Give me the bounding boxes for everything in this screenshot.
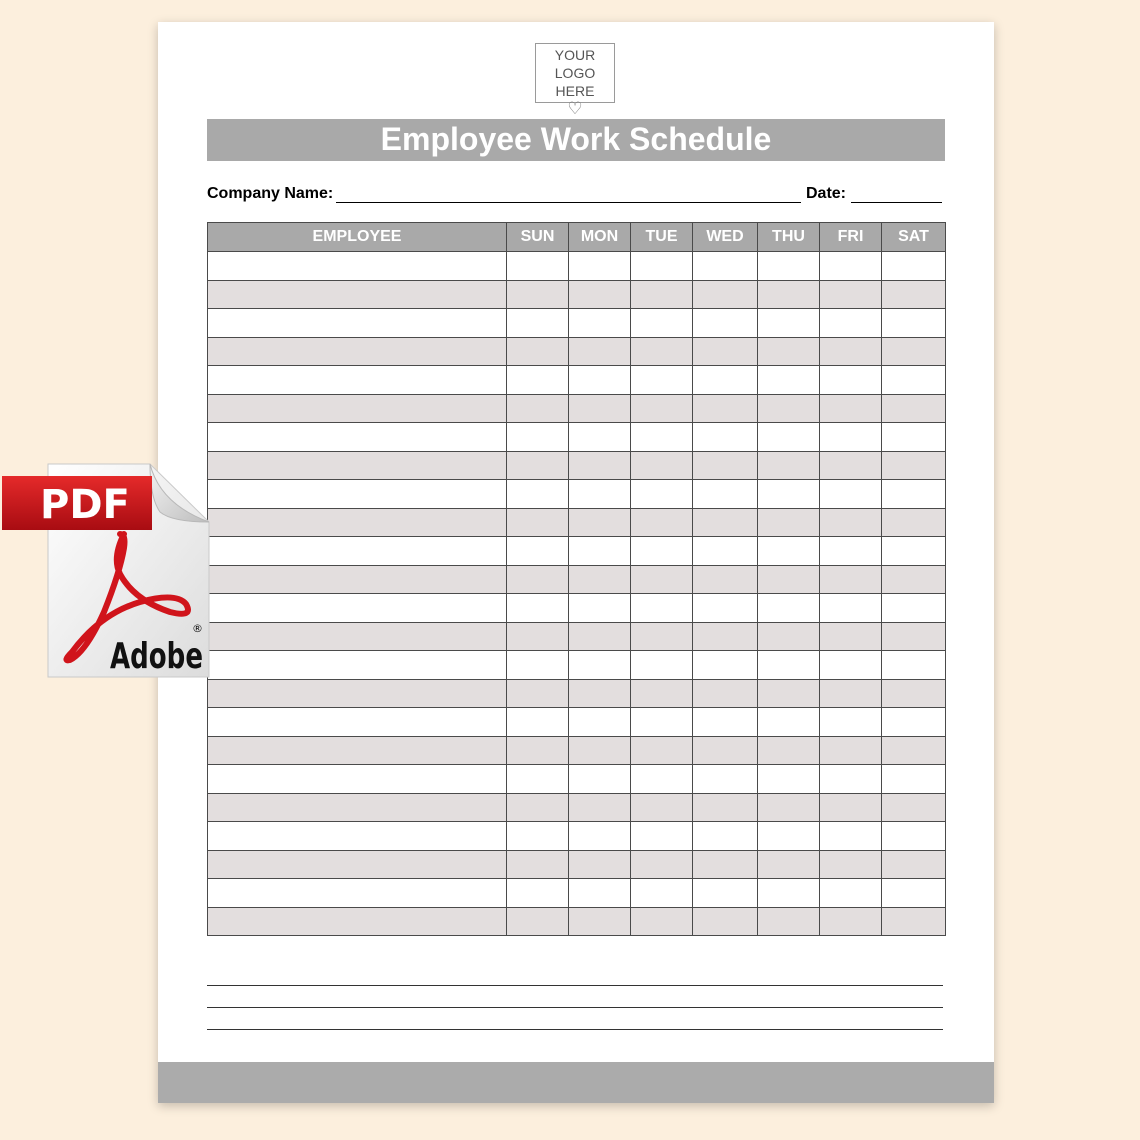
shift-cell-tue[interactable] <box>631 537 693 566</box>
shift-cell-thu[interactable] <box>758 765 820 794</box>
shift-cell-wed[interactable] <box>693 480 758 509</box>
footer-band <box>158 1062 994 1103</box>
shift-cell-fri[interactable] <box>820 907 882 936</box>
schedule-table <box>207 222 946 936</box>
shift-cell-mon[interactable] <box>569 451 631 480</box>
heart-outline-icon: ♡ <box>567 99 583 118</box>
logo-text-line1: YOUR LOGO <box>554 47 596 81</box>
shift-cell-tue[interactable] <box>631 565 693 594</box>
shift-cell-sun[interactable] <box>507 309 569 338</box>
shift-cell-mon[interactable] <box>569 366 631 395</box>
shift-cell-mon[interactable] <box>569 907 631 936</box>
employee-cell[interactable] <box>208 337 507 366</box>
shift-cell-thu[interactable] <box>758 594 820 623</box>
table-row <box>208 480 946 509</box>
shift-cell-thu[interactable] <box>758 736 820 765</box>
shift-cell-fri[interactable] <box>820 537 882 566</box>
shift-cell-wed[interactable] <box>693 252 758 281</box>
shift-cell-tue[interactable] <box>631 822 693 851</box>
shift-cell-tue[interactable] <box>631 480 693 509</box>
shift-cell-sat[interactable] <box>882 394 946 423</box>
shift-cell-fri[interactable] <box>820 508 882 537</box>
shift-cell-tue[interactable] <box>631 366 693 395</box>
shift-cell-wed[interactable] <box>693 565 758 594</box>
shift-cell-sat[interactable] <box>882 708 946 737</box>
shift-cell-fri[interactable] <box>820 394 882 423</box>
shift-cell-sun[interactable] <box>507 565 569 594</box>
shift-cell-thu[interactable] <box>758 708 820 737</box>
adobe-pdf-badge <box>0 462 212 682</box>
shift-cell-fri[interactable] <box>820 679 882 708</box>
table-row <box>208 423 946 452</box>
shift-cell-wed[interactable] <box>693 679 758 708</box>
shift-cell-mon[interactable] <box>569 850 631 879</box>
shift-cell-sun[interactable] <box>507 622 569 651</box>
shift-cell-wed[interactable] <box>693 537 758 566</box>
shift-cell-sat[interactable] <box>882 423 946 452</box>
shift-cell-mon[interactable] <box>569 394 631 423</box>
table-row <box>208 252 946 281</box>
shift-cell-sat[interactable] <box>882 508 946 537</box>
shift-cell-fri[interactable] <box>820 423 882 452</box>
employee-cell[interactable] <box>208 565 507 594</box>
shift-cell-wed[interactable] <box>693 508 758 537</box>
shift-cell-tue[interactable] <box>631 594 693 623</box>
shift-cell-thu[interactable] <box>758 907 820 936</box>
table-row <box>208 907 946 936</box>
shift-cell-thu[interactable] <box>758 252 820 281</box>
shift-cell-fri[interactable] <box>820 879 882 908</box>
table-row <box>208 337 946 366</box>
shift-cell-tue[interactable] <box>631 850 693 879</box>
table-row <box>208 651 946 680</box>
shift-cell-fri[interactable] <box>820 337 882 366</box>
shift-cell-mon[interactable] <box>569 252 631 281</box>
employee-cell[interactable] <box>208 394 507 423</box>
shift-cell-sat[interactable] <box>882 679 946 708</box>
employee-cell[interactable] <box>208 765 507 794</box>
shift-cell-fri[interactable] <box>820 594 882 623</box>
shift-cell-fri[interactable] <box>820 765 882 794</box>
shift-cell-sun[interactable] <box>507 451 569 480</box>
table-row <box>208 822 946 851</box>
shift-cell-sat[interactable] <box>882 337 946 366</box>
shift-cell-thu[interactable] <box>758 793 820 822</box>
shift-cell-fri[interactable] <box>820 822 882 851</box>
shift-cell-sat[interactable] <box>882 736 946 765</box>
shift-cell-sat[interactable] <box>882 309 946 338</box>
shift-cell-mon[interactable] <box>569 622 631 651</box>
employee-cell[interactable] <box>208 508 507 537</box>
shift-cell-tue[interactable] <box>631 679 693 708</box>
shift-cell-wed[interactable] <box>693 394 758 423</box>
shift-cell-sun[interactable] <box>507 594 569 623</box>
shift-cell-tue[interactable] <box>631 423 693 452</box>
employee-cell[interactable] <box>208 252 507 281</box>
shift-cell-sun[interactable] <box>507 366 569 395</box>
table-row <box>208 736 946 765</box>
shift-cell-sat[interactable] <box>882 822 946 851</box>
shift-cell-fri[interactable] <box>820 366 882 395</box>
shift-cell-mon[interactable] <box>569 879 631 908</box>
shift-cell-sun[interactable] <box>507 252 569 281</box>
column-header-sat: SAT <box>882 223 946 252</box>
shift-cell-fri[interactable] <box>820 708 882 737</box>
shift-cell-sun[interactable] <box>507 480 569 509</box>
shift-cell-wed[interactable] <box>693 594 758 623</box>
shift-cell-sat[interactable] <box>882 651 946 680</box>
shift-cell-sun[interactable] <box>507 736 569 765</box>
shift-cell-tue[interactable] <box>631 309 693 338</box>
shift-cell-thu[interactable] <box>758 679 820 708</box>
table-header-row <box>208 223 946 252</box>
shift-cell-mon[interactable] <box>569 480 631 509</box>
shift-cell-fri[interactable] <box>820 736 882 765</box>
table-row <box>208 850 946 879</box>
shift-cell-wed[interactable] <box>693 280 758 309</box>
column-header-fri: FRI <box>820 223 882 252</box>
employee-cell[interactable] <box>208 594 507 623</box>
table-row <box>208 394 946 423</box>
shift-cell-mon[interactable] <box>569 793 631 822</box>
table-row <box>208 366 946 395</box>
column-header-tue: TUE <box>631 223 693 252</box>
employee-cell[interactable] <box>208 708 507 737</box>
employee-cell[interactable] <box>208 537 507 566</box>
shift-cell-sat[interactable] <box>882 907 946 936</box>
shift-cell-thu[interactable] <box>758 280 820 309</box>
shift-cell-tue[interactable] <box>631 622 693 651</box>
page-title: Employee Work Schedule <box>207 119 945 161</box>
shift-cell-wed[interactable] <box>693 651 758 680</box>
shift-cell-sat[interactable] <box>882 622 946 651</box>
employee-cell[interactable] <box>208 280 507 309</box>
shift-cell-fri[interactable] <box>820 651 882 680</box>
shift-cell-sun[interactable] <box>507 508 569 537</box>
employee-cell[interactable] <box>208 679 507 708</box>
shift-cell-mon[interactable] <box>569 309 631 338</box>
shift-cell-thu[interactable] <box>758 822 820 851</box>
notes-line[interactable] <box>207 1029 943 1030</box>
shift-cell-tue[interactable] <box>631 280 693 309</box>
shift-cell-sat[interactable] <box>882 537 946 566</box>
shift-cell-wed[interactable] <box>693 451 758 480</box>
shift-cell-fri[interactable] <box>820 252 882 281</box>
shift-cell-thu[interactable] <box>758 622 820 651</box>
shift-cell-wed[interactable] <box>693 622 758 651</box>
shift-cell-mon[interactable] <box>569 337 631 366</box>
shift-cell-fri[interactable] <box>820 850 882 879</box>
shift-cell-thu[interactable] <box>758 451 820 480</box>
employee-cell[interactable] <box>208 793 507 822</box>
shift-cell-sat[interactable] <box>882 879 946 908</box>
shift-cell-wed[interactable] <box>693 907 758 936</box>
shift-cell-thu[interactable] <box>758 537 820 566</box>
notes-line[interactable] <box>207 1007 943 1008</box>
shift-cell-mon[interactable] <box>569 651 631 680</box>
shift-cell-wed[interactable] <box>693 736 758 765</box>
shift-cell-sun[interactable] <box>507 850 569 879</box>
shift-cell-thu[interactable] <box>758 508 820 537</box>
shift-cell-sun[interactable] <box>507 337 569 366</box>
shift-cell-thu[interactable] <box>758 423 820 452</box>
employee-cell[interactable] <box>208 850 507 879</box>
shift-cell-thu[interactable] <box>758 394 820 423</box>
shift-cell-sun[interactable] <box>507 394 569 423</box>
employee-cell[interactable] <box>208 879 507 908</box>
employee-cell[interactable] <box>208 651 507 680</box>
shift-cell-wed[interactable] <box>693 879 758 908</box>
schedule-sheet <box>158 22 994 1103</box>
shift-cell-sat[interactable] <box>882 793 946 822</box>
employee-cell[interactable] <box>208 451 507 480</box>
employee-cell[interactable] <box>208 736 507 765</box>
employee-cell[interactable] <box>208 423 507 452</box>
column-header-thu: THU <box>758 223 820 252</box>
table-row <box>208 793 946 822</box>
table-row <box>208 879 946 908</box>
shift-cell-tue[interactable] <box>631 793 693 822</box>
shift-cell-wed[interactable] <box>693 423 758 452</box>
shift-cell-sun[interactable] <box>507 907 569 936</box>
table-row <box>208 679 946 708</box>
shift-cell-mon[interactable] <box>569 679 631 708</box>
employee-cell[interactable] <box>208 907 507 936</box>
shift-cell-tue[interactable] <box>631 907 693 936</box>
shift-cell-sun[interactable] <box>507 822 569 851</box>
column-header-wed: WED <box>693 223 758 252</box>
table-row <box>208 309 946 338</box>
shift-cell-sat[interactable] <box>882 594 946 623</box>
table-row <box>208 622 946 651</box>
shift-cell-mon[interactable] <box>569 708 631 737</box>
shift-cell-tue[interactable] <box>631 765 693 794</box>
shift-cell-fri[interactable] <box>820 451 882 480</box>
shift-cell-sat[interactable] <box>882 765 946 794</box>
shift-cell-sat[interactable] <box>882 451 946 480</box>
shift-cell-sun[interactable] <box>507 651 569 680</box>
shift-cell-sat[interactable] <box>882 280 946 309</box>
shift-cell-wed[interactable] <box>693 850 758 879</box>
shift-cell-wed[interactable] <box>693 793 758 822</box>
column-header-employee: EMPLOYEE <box>208 223 507 252</box>
employee-cell[interactable] <box>208 822 507 851</box>
shift-cell-sun[interactable] <box>507 280 569 309</box>
shift-cell-fri[interactable] <box>820 480 882 509</box>
shift-cell-fri[interactable] <box>820 280 882 309</box>
notes-line[interactable] <box>207 985 943 986</box>
table-row <box>208 508 946 537</box>
shift-cell-mon[interactable] <box>569 565 631 594</box>
shift-cell-mon[interactable] <box>569 594 631 623</box>
shift-cell-mon[interactable] <box>569 508 631 537</box>
shift-cell-thu[interactable] <box>758 850 820 879</box>
shift-cell-thu[interactable] <box>758 309 820 338</box>
date-field[interactable] <box>851 202 942 203</box>
table-row <box>208 594 946 623</box>
shift-cell-wed[interactable] <box>693 337 758 366</box>
shift-cell-sun[interactable] <box>507 765 569 794</box>
shift-cell-tue[interactable] <box>631 451 693 480</box>
employee-cell[interactable] <box>208 622 507 651</box>
shift-cell-tue[interactable] <box>631 394 693 423</box>
shift-cell-sun[interactable] <box>507 708 569 737</box>
shift-cell-sun[interactable] <box>507 879 569 908</box>
shift-cell-fri[interactable] <box>820 565 882 594</box>
logo-placeholder <box>535 43 615 118</box>
shift-cell-wed[interactable] <box>693 765 758 794</box>
column-header-sun: SUN <box>507 223 569 252</box>
shift-cell-thu[interactable] <box>758 337 820 366</box>
company-info-row <box>207 185 945 207</box>
shift-cell-wed[interactable] <box>693 366 758 395</box>
pdf-label: PDF <box>40 482 130 528</box>
shift-cell-wed[interactable] <box>693 708 758 737</box>
shift-cell-sat[interactable] <box>882 850 946 879</box>
shift-cell-tue[interactable] <box>631 252 693 281</box>
shift-cell-sun[interactable] <box>507 537 569 566</box>
shift-cell-sat[interactable] <box>882 565 946 594</box>
shift-cell-thu[interactable] <box>758 366 820 395</box>
table-row <box>208 537 946 566</box>
shift-cell-sat[interactable] <box>882 252 946 281</box>
table-row <box>208 565 946 594</box>
logo-text-line2: HERE <box>555 83 595 99</box>
shift-cell-sat[interactable] <box>882 480 946 509</box>
table-row <box>208 765 946 794</box>
shift-cell-mon[interactable] <box>569 736 631 765</box>
shift-cell-fri[interactable] <box>820 309 882 338</box>
shift-cell-thu[interactable] <box>758 879 820 908</box>
shift-cell-tue[interactable] <box>631 736 693 765</box>
shift-cell-tue[interactable] <box>631 337 693 366</box>
employee-cell[interactable] <box>208 366 507 395</box>
date-label: Date: <box>806 185 847 202</box>
shift-cell-mon[interactable] <box>569 280 631 309</box>
registered-mark: ® <box>192 622 203 635</box>
shift-cell-thu[interactable] <box>758 651 820 680</box>
shift-cell-fri[interactable] <box>820 793 882 822</box>
table-row <box>208 451 946 480</box>
table-row <box>208 708 946 737</box>
shift-cell-mon[interactable] <box>569 822 631 851</box>
shift-cell-fri[interactable] <box>820 622 882 651</box>
shift-cell-sun[interactable] <box>507 423 569 452</box>
shift-cell-sun[interactable] <box>507 793 569 822</box>
shift-cell-mon[interactable] <box>569 765 631 794</box>
shift-cell-thu[interactable] <box>758 480 820 509</box>
shift-cell-mon[interactable] <box>569 423 631 452</box>
shift-cell-tue[interactable] <box>631 708 693 737</box>
company-name-field[interactable] <box>336 202 801 203</box>
shift-cell-tue[interactable] <box>631 651 693 680</box>
table-row <box>208 280 946 309</box>
shift-cell-tue[interactable] <box>631 508 693 537</box>
shift-cell-tue[interactable] <box>631 879 693 908</box>
schedule-table-body <box>208 252 946 936</box>
company-name-label: Company Name: <box>207 185 334 202</box>
employee-cell[interactable] <box>208 309 507 338</box>
employee-cell[interactable] <box>208 480 507 509</box>
shift-cell-sun[interactable] <box>507 679 569 708</box>
adobe-brand-text: Adobe <box>110 636 203 677</box>
shift-cell-mon[interactable] <box>569 537 631 566</box>
shift-cell-wed[interactable] <box>693 309 758 338</box>
shift-cell-thu[interactable] <box>758 565 820 594</box>
shift-cell-wed[interactable] <box>693 822 758 851</box>
shift-cell-sat[interactable] <box>882 366 946 395</box>
column-header-mon: MON <box>569 223 631 252</box>
